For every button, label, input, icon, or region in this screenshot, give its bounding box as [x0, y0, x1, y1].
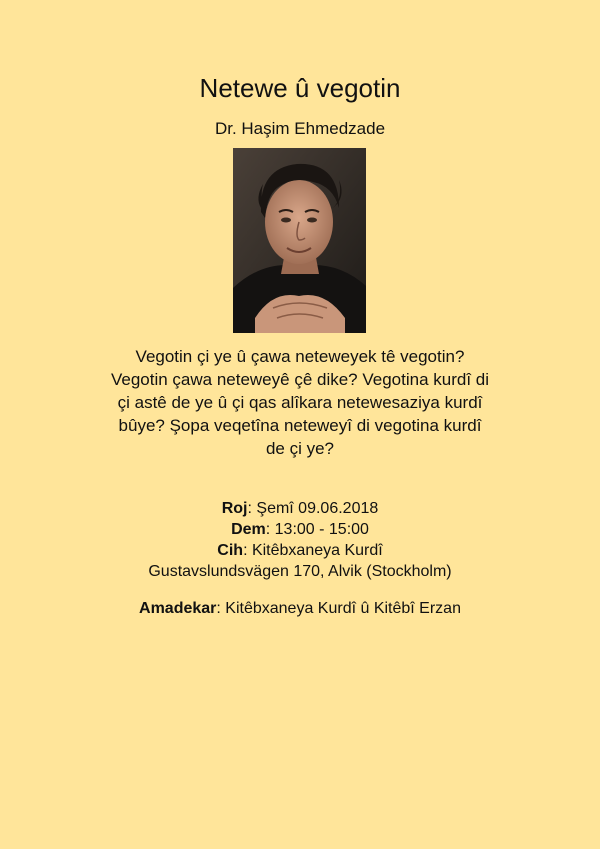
organizer-line — [0, 598, 600, 619]
description-line: Vegotin çi ye û çawa neteweyek tê vegotin? — [135, 347, 465, 366]
event-title: Netewe û vegotin — [199, 73, 401, 103]
description-line: çi astê de ye û çi qas alîkara netewesaziya kurdî — [117, 393, 483, 412]
organizer-value: : Kitêbxaneya Kurdî û Kitêbî Erzan — [216, 600, 461, 617]
portrait-photo-icon — [233, 148, 366, 333]
speaker-photo — [233, 148, 366, 333]
date-line — [0, 498, 600, 519]
place-value: : Kitêbxaneya Kurdî — [243, 542, 383, 559]
address-line: Gustavslundsvägen 170, Alvik (Stockholm) — [148, 563, 452, 580]
date-value: : Şemî 09.06.2018 — [247, 500, 379, 517]
event-details — [0, 498, 600, 582]
time-line — [0, 519, 600, 540]
description-line: bûye? Şopa veqetîna neteweyî di vegotina kurdî — [118, 416, 482, 435]
time-label: Dem — [231, 521, 266, 538]
place-line — [0, 540, 600, 561]
organizer-label: Amadekar — [139, 600, 217, 617]
speaker-name: Dr. Haşim Ehmedzade — [214, 119, 386, 138]
event-description — [60, 345, 540, 460]
description-line: de çi ye? — [265, 439, 335, 458]
time-value: : 13:00 - 15:00 — [265, 521, 369, 538]
place-label: Cih — [217, 542, 244, 559]
description-line: Vegotin çawa neteweyê çê dike? Vegotina kurdî di — [110, 370, 490, 389]
date-label: Roj — [221, 500, 248, 517]
